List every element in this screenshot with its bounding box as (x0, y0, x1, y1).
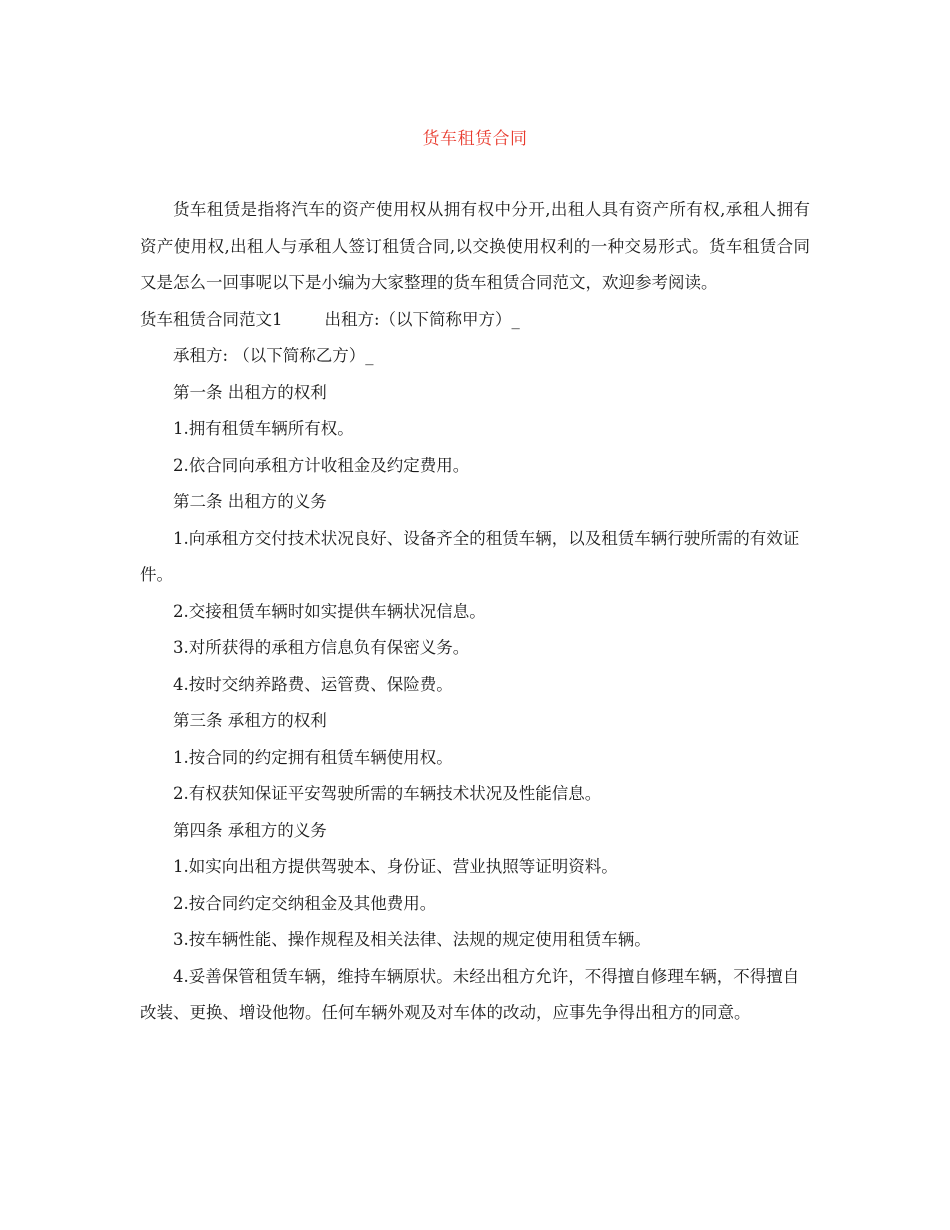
sample-label: 货车租赁合同范文1 (140, 309, 283, 329)
clause-heading: 第一条 出租方的权利 (173, 382, 327, 402)
clause-heading: 第四条 承租方的义务 (173, 820, 327, 840)
clause-item: 3.对所获得的承租方信息负有保密义务。 (173, 638, 470, 657)
clause-item: 4.妥善保管租赁车辆，维持车辆原状。未经出租方允许，不得擅自修理车辆，不得擅自改装、更换、增设他物。任何车辆外观及对车体的改动，应事先争得出租方的同意。 (140, 966, 800, 1022)
clause-item: 3.按车辆性能、操作规程及相关法律、法规的规定使用租赁车辆。 (173, 930, 651, 949)
clause-item: 1.拥有租赁车辆所有权。 (173, 419, 354, 438)
clause-item: 2.交接租赁车辆时如实提供车辆状况信息。 (173, 601, 486, 621)
clause-item: 2.按合同约定交纳租金及其他费用。 (173, 893, 437, 913)
sample-header-row (140, 302, 810, 339)
lessee-line: 承租方: （以下简称乙方）_ (173, 346, 374, 365)
clause-item: 1.按合同的约定拥有租赁车辆使用权。 (173, 747, 453, 767)
clause-item: 4.按时交纳养路费、运管费、保险费。 (173, 674, 453, 694)
clause-item: 2.依合同向承租方计收租金及约定费用。 (173, 455, 470, 475)
clause-heading: 第三条 承租方的权利 (173, 711, 327, 730)
clause-item: 1.向承租方交付技术状况良好、设备齐全的租赁车辆，以及租赁车辆行驶所需的有效证件。 (140, 528, 800, 584)
clause-item: 2.有权获知保证平安驾驶所需的车辆技术状况及性能信息。 (173, 784, 602, 803)
document-body (140, 192, 810, 1032)
document-title: 货车租赁合同 (422, 129, 528, 149)
lessor-line: 出租方:（以下简称甲方）_ (324, 309, 520, 329)
clause-item: 1.如实向出租方提供驾驶本、身份证、营业执照等证明资料。 (173, 857, 618, 876)
intro-paragraph: 货车租赁是指将汽车的资产使用权从拥有权中分开,出租人具有资产所有权,承租人拥有资产使用权,出租人与承租人签订租赁合同,以交换使用权利的一种交易形式。货车租赁合同又是怎么一回事呢以下是小编为大家整理的货车租赁合同范文，欢迎参考阅读。 (140, 200, 810, 292)
clause-heading: 第二条 出租方的义务 (173, 492, 327, 511)
spacer (283, 302, 325, 339)
